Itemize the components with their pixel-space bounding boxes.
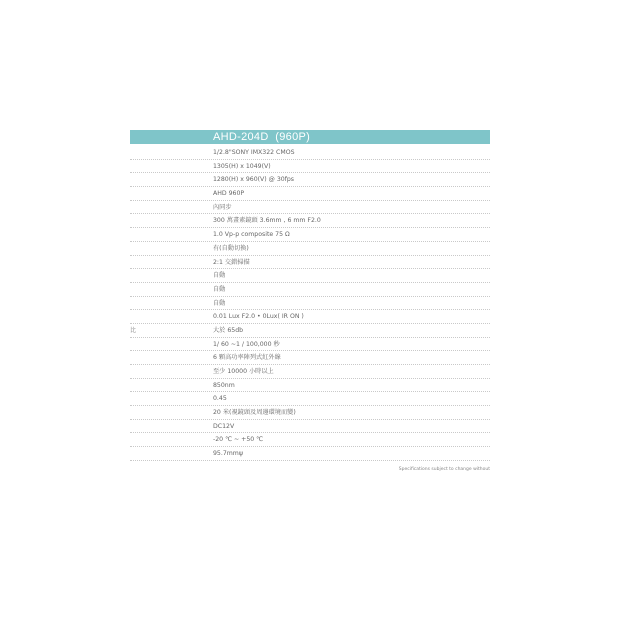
spec-value: 有(自動切換) [213,244,249,252]
spec-value: 自動 [213,272,226,280]
spec-value: 1.0 Vp-p composite 75 Ω [213,231,290,239]
spec-header-bar [130,130,490,144]
spec-row [130,201,490,215]
spec-value: 至少 10000 小時以上 [213,368,274,375]
spec-value: 300 萬畫素鏡頭 3.6mm , 6 mm F2.0 [213,217,321,225]
spec-value: AHD 960P [213,190,245,198]
spec-value: 20 米(視鏡頭及周邊環境而變) [213,409,296,417]
spec-row [130,447,490,461]
spec-row [130,420,490,434]
spec-value: 0.45 [213,395,227,403]
spec-value: 1/ 60 ~1 / 100,000 秒 [213,340,280,348]
spec-value: 0.01 Lux F2.0 • 0Lux( IR ON ) [213,313,304,321]
spec-value: 1305(H) x 1049(V) [213,162,271,170]
spec-value: 95.7mmψ [213,450,243,458]
spec-row [130,406,490,420]
spec-row [130,365,490,379]
spec-value: 自動 [213,299,226,307]
spec-row [130,160,490,174]
spec-row [130,256,490,270]
spec-row [130,228,490,242]
spec-row [130,310,490,324]
spec-row [130,187,490,201]
spec-row [130,173,490,187]
spec-footnote: Specifications subject to change without [398,467,490,472]
spec-row [130,338,490,352]
spec-row [130,324,490,338]
spec-row [130,242,490,256]
spec-rows [130,146,490,461]
spec-row [130,269,490,283]
spec-row [130,214,490,228]
spec-value: 6 顆高功率陣列式紅外線 [213,354,281,362]
spec-sheet [130,130,490,472]
spec-row [130,379,490,393]
spec-value: 大於 65db [213,326,244,334]
spec-value: -20 ℃ ~ +50 ℃ [213,436,264,444]
spec-value: 內同步 [213,203,232,211]
spec-row [130,297,490,311]
spec-row [130,392,490,406]
spec-value: 1280(H) x 960(V) @ 30fps [213,176,295,184]
spec-value: 1/2.8"SONY IMX322 CMOS [213,149,295,156]
spec-value: DC12V [213,422,235,430]
spec-value: 2:1 交錯掃描 [213,258,250,266]
spec-label: 比 [130,326,137,334]
spec-row [130,146,490,160]
spec-row [130,433,490,447]
spec-value: 自動 [213,285,226,293]
model-title: AHD-204D (960P) [213,131,311,143]
spec-value: 850nm [213,381,235,389]
spec-row [130,351,490,365]
spec-row [130,283,490,297]
